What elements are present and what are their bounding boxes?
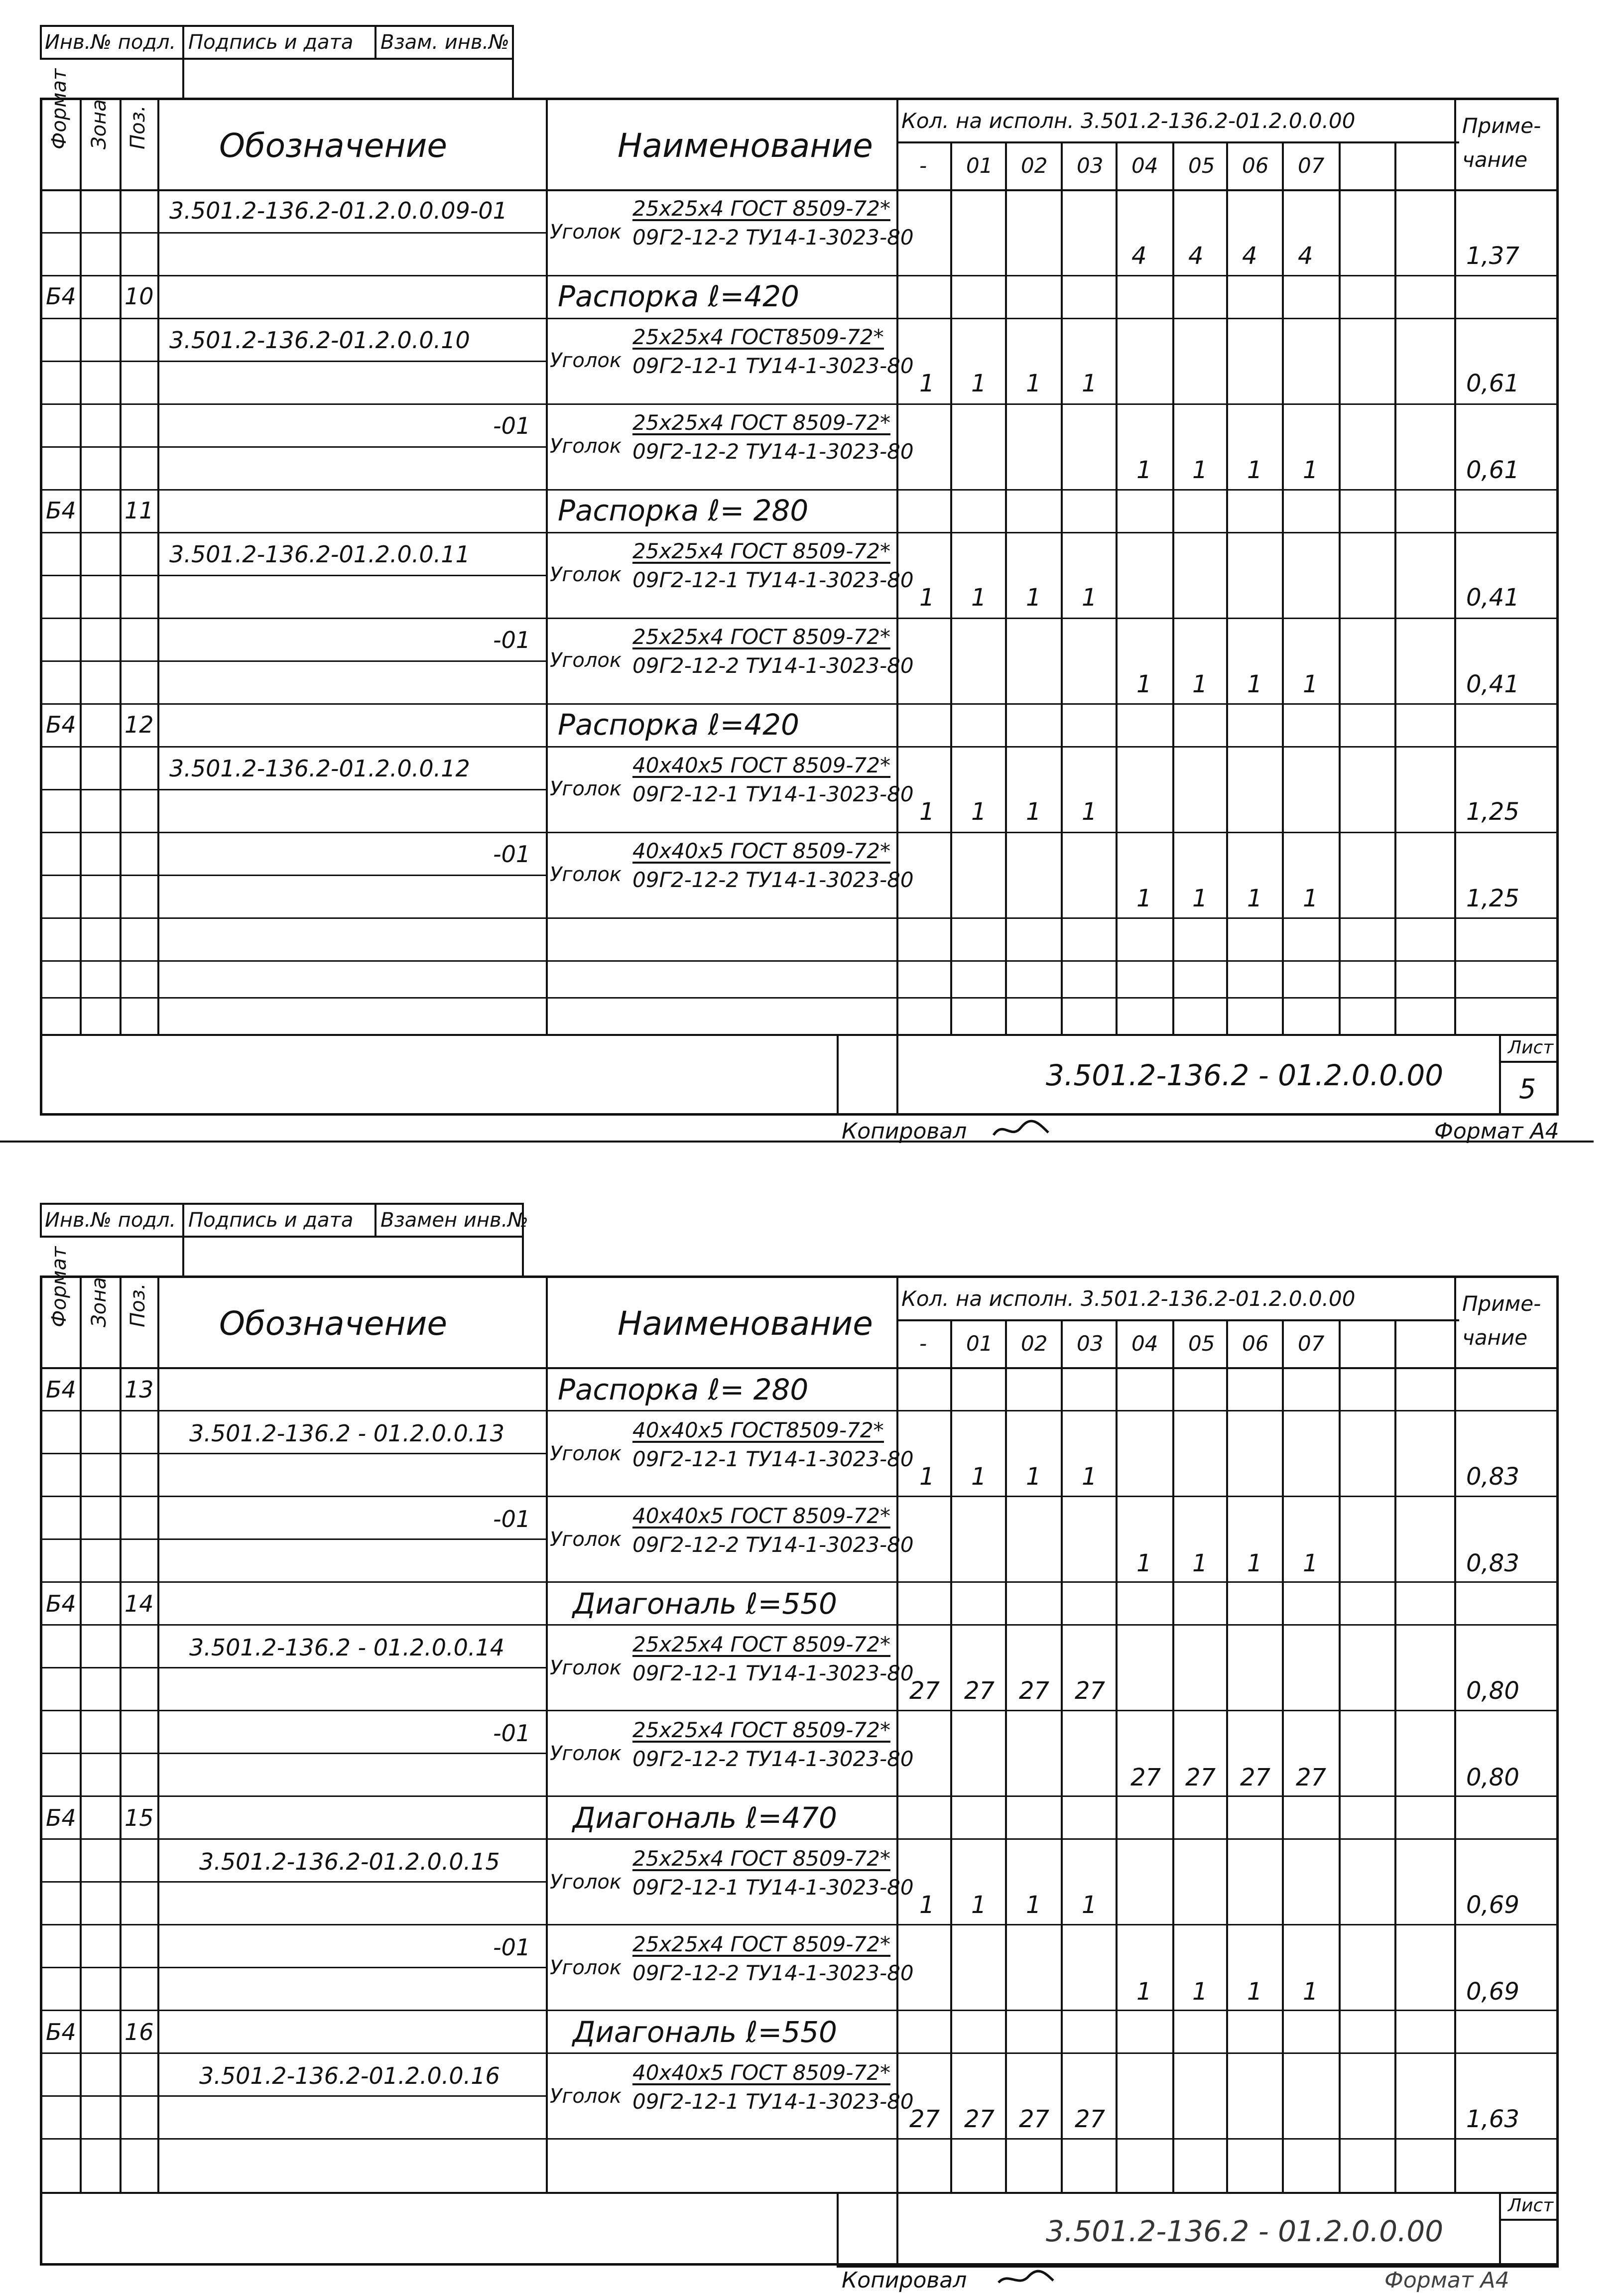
hdr-col: -	[919, 153, 927, 178]
stamp-vzam-inv	[375, 1203, 528, 1238]
row-line	[40, 1581, 1559, 1583]
material-top: 25x25x4 ГОСТ 8509-72*	[632, 410, 890, 435]
qty: 1	[1303, 670, 1318, 698]
footer-code: 3.501.2-136.2 - 01.2.0.0.00	[1046, 2214, 1444, 2248]
kopiroval-label: Копировал	[842, 1119, 967, 1144]
hdr-primechanie-1: Приме-	[1462, 114, 1541, 138]
row-format: Б4	[46, 497, 76, 524]
qty: 27	[1019, 1677, 1050, 1705]
qty: 1	[1136, 885, 1152, 912]
qty: 1	[919, 1891, 935, 1919]
hdr-col: 01	[966, 1331, 993, 1356]
qty: 1	[1303, 1549, 1318, 1577]
hdr-naimenovanie: Наименование	[618, 1304, 873, 1343]
qty: 1	[1247, 456, 1262, 484]
stamp-podpis-data-label: Подпись и дата	[188, 31, 354, 54]
col-line-q	[1226, 1319, 1228, 2192]
qty: 1	[971, 370, 987, 397]
qty: 1	[1026, 584, 1041, 612]
row-line	[40, 361, 546, 362]
format-label: Формат А4	[1384, 2268, 1509, 2293]
row-line	[40, 997, 1559, 999]
mass-note: 0,61	[1466, 456, 1519, 484]
part-name: Распорка ℓ= 280	[558, 1373, 809, 1406]
material-top: 40x40x5 ГОСТ 8509-72*	[632, 1504, 890, 1528]
stamp-vzam-inv-label: Взам. инв.№	[380, 31, 509, 54]
qty: 1	[971, 584, 987, 612]
row-code: -01	[493, 412, 531, 439]
mass-note: 0,83	[1466, 1549, 1519, 1577]
material-label: Уголок	[550, 1656, 622, 1679]
col-line-q	[1061, 1319, 1063, 2192]
mass-note: 1,25	[1466, 798, 1519, 826]
list-label: Лист	[1508, 1037, 1554, 1058]
row-poz: 13	[125, 1376, 154, 1403]
qty: 1	[1026, 1463, 1041, 1491]
qty: 4	[1131, 242, 1147, 270]
qty: 1	[1192, 1549, 1208, 1577]
material-label: Уголок	[550, 777, 622, 800]
kopiroval-signature	[996, 2268, 1056, 2291]
row-line	[40, 875, 546, 876]
stamp-vzam-inv	[375, 25, 514, 60]
stamp-inv-podl-label: Инв.№ подл.	[45, 1209, 176, 1232]
col-line-prim	[1454, 98, 1456, 1034]
row-code: -01	[493, 841, 531, 868]
material-bottom: 09Г2-12-1 ТУ14-1-3023-80	[632, 354, 914, 378]
row-line	[40, 1838, 1559, 1840]
sheet-cut-line	[0, 1141, 1594, 1143]
row-format: Б4	[46, 1590, 76, 1617]
material-bottom: 09Г2-12-2 ТУ14-1-3023-80	[632, 1532, 914, 1557]
row-line	[40, 2052, 1559, 2054]
material-label: Уголок	[550, 435, 622, 458]
hdr-col: 07	[1298, 153, 1325, 178]
material-bottom: 09Г2-12-1 ТУ14-1-3023-80	[632, 1447, 914, 1471]
qty: 1	[1192, 1978, 1208, 2006]
table-bottom-line	[40, 2192, 1559, 2194]
qty: 1	[1026, 1891, 1041, 1919]
qty: 27	[1185, 1764, 1216, 1791]
col-line-poz	[157, 1275, 159, 2192]
material-label: Уголок	[550, 1742, 622, 1765]
row-line	[40, 2010, 1559, 2011]
row-line	[40, 2138, 1559, 2140]
row-line	[40, 532, 1559, 533]
row-line	[40, 1881, 546, 1883]
qty: 1	[1247, 1978, 1262, 2006]
qty: 1	[1247, 885, 1262, 912]
mass-note: 1,63	[1466, 2105, 1519, 2133]
qty: 1	[1303, 456, 1318, 484]
stamp-inv-podl-label: Инв.№ подл.	[45, 31, 176, 54]
stamp-vzam-inv-label: Взамен инв.№	[380, 1209, 528, 1232]
list-label: Лист	[1508, 2195, 1554, 2216]
row-line	[40, 660, 546, 662]
part-name: Распорка ℓ=420	[558, 279, 799, 313]
row-line	[40, 318, 1559, 319]
hdr-col: -	[919, 1331, 927, 1356]
col-line-q	[1005, 1319, 1007, 2192]
row-code: 3.501.2-136.2-01.2.0.0.15	[199, 1848, 500, 1875]
row-line	[40, 1967, 546, 1968]
footer-code: 3.501.2-136.2 - 01.2.0.0.00	[1046, 1058, 1444, 1092]
qty: 27	[1019, 2105, 1050, 2133]
qty: 1	[1082, 370, 1097, 397]
hdr-zona: Зона	[88, 1277, 111, 1327]
material-bottom: 09Г2-12-2 ТУ14-1-3023-80	[632, 439, 914, 464]
hdr-primechanie-1: Приме-	[1462, 1291, 1541, 1316]
row-line	[40, 1538, 546, 1540]
qty: 1	[1136, 670, 1152, 698]
hdr-kol-title: Кол. на исполн. 3.501.2-136.2-01.2.0.0.00	[901, 1286, 1356, 1311]
spec-sheet-2	[0, 1178, 1624, 2293]
table-bottom-line	[40, 1034, 1559, 1036]
hdr-col: 03	[1077, 1331, 1104, 1356]
row-code: -01	[493, 1506, 531, 1532]
row-line	[40, 917, 1559, 919]
material-bottom: 09Г2-12-2 ТУ14-1-3023-80	[632, 1747, 914, 1771]
col-line-zona	[120, 98, 122, 1034]
row-format: Б4	[46, 1376, 76, 1403]
qty: 1	[1082, 1463, 1097, 1491]
header-separator	[40, 189, 1559, 191]
material-bottom: 09Г2-12-1 ТУ14-1-3023-80	[632, 1661, 914, 1685]
row-code: 3.501.2-136.2-01.2.0.0.12	[169, 755, 470, 782]
hdr-col: 04	[1131, 1331, 1158, 1356]
hdr-oboznachenie: Обозначение	[219, 1304, 447, 1343]
row-line	[40, 275, 1559, 276]
kol-header-separator	[896, 141, 1459, 143]
material-top: 25x25x4 ГОСТ 8509-72*	[632, 539, 890, 563]
material-bottom: 09Г2-12-2 ТУ14-1-3023-80	[632, 225, 914, 250]
material-label: Уголок	[550, 1871, 622, 1894]
material-top: 25x25x4 ГОСТ 8509-72*	[632, 1846, 890, 1871]
material-top: 25x25x4 ГОСТ8509-72*	[632, 325, 884, 349]
col-line-naim	[896, 98, 898, 1116]
qty: 1	[971, 1891, 987, 1919]
stamp-podpis-data	[182, 25, 376, 60]
row-code: -01	[493, 1934, 531, 1961]
hdr-col: 02	[1021, 1331, 1048, 1356]
list-box-line	[1499, 2219, 1559, 2221]
material-label: Уголок	[550, 863, 622, 886]
stamp-inv-podl	[40, 1203, 184, 1238]
mass-note: 0,69	[1466, 1891, 1519, 1919]
stamp-divider	[182, 59, 184, 100]
qty: 1	[1192, 670, 1208, 698]
row-poz: 14	[125, 1590, 154, 1617]
qty: 1	[1247, 1549, 1262, 1577]
hdr-poz: Поз.	[126, 1283, 149, 1327]
hdr-oboznachenie: Обозначение	[219, 127, 447, 165]
part-name: Диагональ ℓ=550	[573, 2015, 837, 2049]
material-bottom: 09Г2-12-1 ТУ14-1-3023-80	[632, 782, 914, 806]
qty: 4	[1242, 242, 1257, 270]
row-line	[40, 1624, 1559, 1626]
material-label: Уголок	[550, 349, 622, 372]
title-block-divider	[837, 1034, 839, 1116]
material-label: Уголок	[550, 1442, 622, 1465]
qty: 27	[1130, 1764, 1161, 1791]
material-top: 25x25x4 ГОСТ 8509-72*	[632, 1718, 890, 1742]
col-line-oboz	[546, 1275, 548, 2192]
material-bottom: 09Г2-12-1 ТУ14-1-3023-80	[632, 2089, 914, 2114]
mass-note: 0,69	[1466, 1978, 1519, 2006]
qty: 4	[1298, 242, 1313, 270]
hdr-col: 05	[1188, 1331, 1215, 1356]
kol-header-separator	[896, 1319, 1459, 1321]
mass-note: 0,41	[1466, 670, 1519, 698]
row-code: -01	[493, 1720, 531, 1747]
stamp-podpis-data	[182, 1203, 376, 1238]
stamp-podpis-data-label: Подпись и дата	[188, 1209, 354, 1232]
mass-note: 0,80	[1466, 1764, 1519, 1791]
col-line-q	[1172, 1319, 1174, 2192]
row-line	[40, 489, 1559, 491]
qty: 1	[1082, 798, 1097, 826]
row-line	[40, 960, 1559, 962]
row-line	[40, 746, 1559, 748]
row-line	[40, 789, 546, 790]
hdr-primechanie-2: чание	[1462, 147, 1528, 172]
list-number: 5	[1519, 1073, 1536, 1105]
row-poz: 16	[125, 2019, 154, 2045]
qty: 1	[1082, 584, 1097, 612]
hdr-poz: Поз.	[126, 105, 149, 149]
hdr-col: 05	[1188, 153, 1215, 178]
qty: 27	[1075, 2105, 1106, 2133]
hdr-col: 06	[1242, 1331, 1269, 1356]
qty: 1	[1136, 456, 1152, 484]
col-line-q	[1394, 1319, 1396, 2192]
row-line	[40, 832, 1559, 833]
material-top: 25x25x4 ГОСТ 8509-72*	[632, 196, 890, 221]
qty: 1	[919, 584, 935, 612]
kopiroval-label: Копировал	[842, 2268, 967, 2293]
qty: 1	[971, 1463, 987, 1491]
qty: 1	[919, 370, 935, 397]
row-line	[40, 446, 546, 448]
hdr-col: 04	[1131, 153, 1158, 178]
row-line	[40, 618, 1559, 619]
qty: 27	[964, 1677, 995, 1705]
row-format: Б4	[46, 1804, 76, 1831]
qty: 1	[1247, 670, 1262, 698]
qty: 1	[919, 798, 935, 826]
row-line	[40, 1453, 546, 1454]
part-name: Диагональ ℓ=550	[573, 1587, 837, 1621]
material-top: 40x40x5 ГОСТ 8509-72*	[632, 839, 890, 863]
row-line	[40, 2095, 546, 2097]
stamp-inv-podl	[40, 25, 184, 60]
row-code: 3.501.2-136.2-01.2.0.0.10	[169, 327, 470, 354]
row-line	[40, 1753, 546, 1754]
material-top: 40x40x5 ГОСТ 8509-72*	[632, 753, 890, 777]
row-line	[40, 575, 546, 576]
hdr-naimenovanie: Наименование	[618, 127, 873, 165]
col-line-q	[950, 1319, 952, 2192]
material-label: Уголок	[550, 1956, 622, 1979]
qty: 1	[1082, 1891, 1097, 1919]
row-code: 3.501.2-136.2 - 01.2.0.0.13	[189, 1420, 505, 1447]
material-label: Уголок	[550, 2085, 622, 2108]
stamp-divider	[182, 1237, 184, 1277]
qty: 4	[1188, 242, 1204, 270]
row-format: Б4	[46, 711, 76, 738]
hdr-format: Формат	[48, 68, 71, 149]
qty: 27	[1240, 1764, 1271, 1791]
qty: 27	[1296, 1764, 1327, 1791]
row-poz: 10	[125, 283, 154, 310]
stamp-divider	[522, 1237, 524, 1277]
col-line-q	[1282, 1319, 1284, 2192]
stamp-divider	[512, 59, 514, 100]
row-format: Б4	[46, 283, 76, 310]
hdr-format: Формат	[48, 1246, 71, 1327]
material-top: 25x25x4 ГОСТ 8509-72*	[632, 1932, 890, 1956]
row-code: -01	[493, 627, 531, 653]
row-line	[40, 1667, 546, 1668]
material-bottom: 09Г2-12-2 ТУ14-1-3023-80	[632, 868, 914, 892]
material-top: 25x25x4 ГОСТ 8509-72*	[632, 625, 890, 649]
row-poz: 11	[125, 497, 154, 524]
col-line-q	[1116, 1319, 1118, 2192]
row-format: Б4	[46, 2019, 76, 2045]
hdr-col: 03	[1077, 153, 1104, 178]
material-top: 40x40x5 ГОСТ8509-72*	[632, 1418, 884, 1442]
part-name: Распорка ℓ=420	[558, 708, 799, 742]
row-line	[40, 232, 546, 234]
title-block-divider	[837, 2192, 839, 2266]
row-line	[40, 1410, 1559, 1411]
mass-note: 1,37	[1466, 242, 1519, 270]
col-line-oboz	[546, 98, 548, 1034]
qty: 1	[1303, 885, 1318, 912]
qty: 27	[909, 2105, 940, 2133]
hdr-zona: Зона	[88, 99, 111, 149]
part-name: Диагональ ℓ=470	[573, 1801, 837, 1835]
material-top: 40x40x5 ГОСТ 8509-72*	[632, 2060, 890, 2085]
header-separator	[40, 1367, 1559, 1369]
mass-note: 0,83	[1466, 1463, 1519, 1491]
row-line	[40, 1710, 1559, 1711]
qty: 27	[1075, 1677, 1106, 1705]
qty: 1	[1136, 1978, 1152, 2006]
hdr-col: 02	[1021, 153, 1048, 178]
hdr-col: 01	[966, 153, 993, 178]
col-line-poz	[157, 98, 159, 1034]
row-code: 3.501.2-136.2-01.2.0.0.16	[199, 2062, 500, 2089]
hdr-primechanie-2: чание	[1462, 1325, 1528, 1350]
material-bottom: 09Г2-12-2 ТУ14-1-3023-80	[632, 1961, 914, 1985]
row-line	[40, 703, 1559, 705]
qty: 1	[919, 1463, 935, 1491]
col-line-format	[80, 1275, 82, 2192]
qty: 1	[1026, 798, 1041, 826]
row-line	[40, 1924, 1559, 1925]
spec-table-frame	[40, 98, 1559, 1116]
row-poz: 15	[125, 1804, 154, 1831]
row-poz: 12	[125, 711, 154, 738]
material-label: Уголок	[550, 649, 622, 672]
qty: 1	[1136, 1549, 1152, 1577]
qty: 1	[1192, 456, 1208, 484]
material-bottom: 09Г2-12-2 ТУ14-1-3023-80	[632, 653, 914, 678]
row-line	[40, 403, 1559, 405]
kopiroval-signature	[991, 1118, 1051, 1143]
row-line	[40, 1496, 1559, 1497]
col-line-prim	[1454, 1275, 1456, 2192]
material-label: Уголок	[550, 221, 622, 244]
col-line-format	[80, 98, 82, 1034]
material-label: Уголок	[550, 1528, 622, 1551]
hdr-col: 06	[1242, 153, 1269, 178]
row-line	[40, 1795, 1559, 1797]
qty: 1	[1026, 370, 1041, 397]
col-line-zona	[120, 1275, 122, 2192]
format-label: Формат А4	[1434, 1119, 1559, 1144]
qty: 1	[1303, 1978, 1318, 2006]
mass-note: 1,25	[1466, 885, 1519, 912]
material-bottom: 09Г2-12-1 ТУ14-1-3023-80	[632, 568, 914, 592]
qty: 1	[971, 798, 987, 826]
part-name: Распорка ℓ= 280	[558, 494, 809, 527]
qty: 27	[964, 2105, 995, 2133]
material-bottom: 09Г2-12-1 ТУ14-1-3023-80	[632, 1875, 914, 1900]
material-label: Уголок	[550, 563, 622, 586]
row-code: 3.501.2-136.2-01.2.0.0.09-01	[169, 197, 507, 224]
mass-note: 0,41	[1466, 584, 1519, 612]
hdr-col: 07	[1298, 1331, 1325, 1356]
material-top: 25x25x4 ГОСТ 8509-72*	[632, 1632, 890, 1656]
qty: 27	[909, 1677, 940, 1705]
mass-note: 0,61	[1466, 370, 1519, 397]
mass-note: 0,80	[1466, 1677, 1519, 1705]
row-code: 3.501.2-136.2 - 01.2.0.0.14	[189, 1634, 505, 1661]
qty: 1	[1192, 885, 1208, 912]
hdr-kol-title: Кол. на исполн. 3.501.2-136.2-01.2.0.0.00	[901, 109, 1356, 133]
row-code: 3.501.2-136.2-01.2.0.0.11	[169, 541, 470, 568]
list-box-line	[1499, 1061, 1559, 1063]
col-line-q	[1339, 1319, 1341, 2192]
